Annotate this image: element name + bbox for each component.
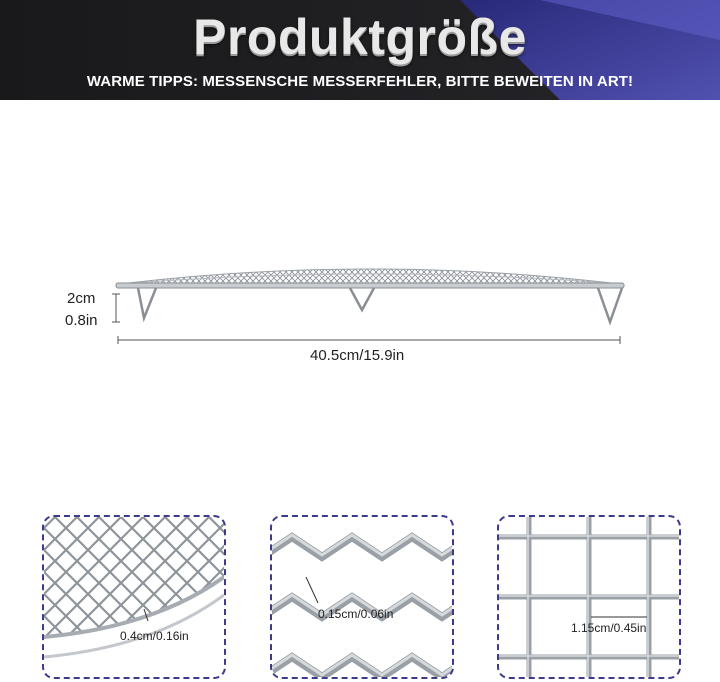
detail-label-rim: 0.4cm/0.16in	[120, 629, 189, 643]
detail-panel-wire	[270, 515, 454, 679]
header-banner	[0, 0, 720, 100]
length-label: 40.5cm/15.9in	[310, 347, 405, 364]
detail-panel-rim	[42, 515, 226, 679]
detail-panel-grid	[497, 515, 681, 679]
rack-side-view	[100, 260, 640, 360]
detail-label-grid: 1.15cm/0.45in	[571, 621, 647, 635]
detail-label-wire: 0.15cm/0.06in	[318, 607, 394, 621]
page-title: Produktgröße	[193, 9, 527, 65]
warning-tip: WARME TIPPS: MESSENSCHE MESSERFEHLER, BITTE BEWEITEN IN ART!	[86, 73, 634, 90]
height-in-label: 0.8in	[65, 312, 98, 329]
height-cm-label: 2cm	[67, 290, 96, 307]
